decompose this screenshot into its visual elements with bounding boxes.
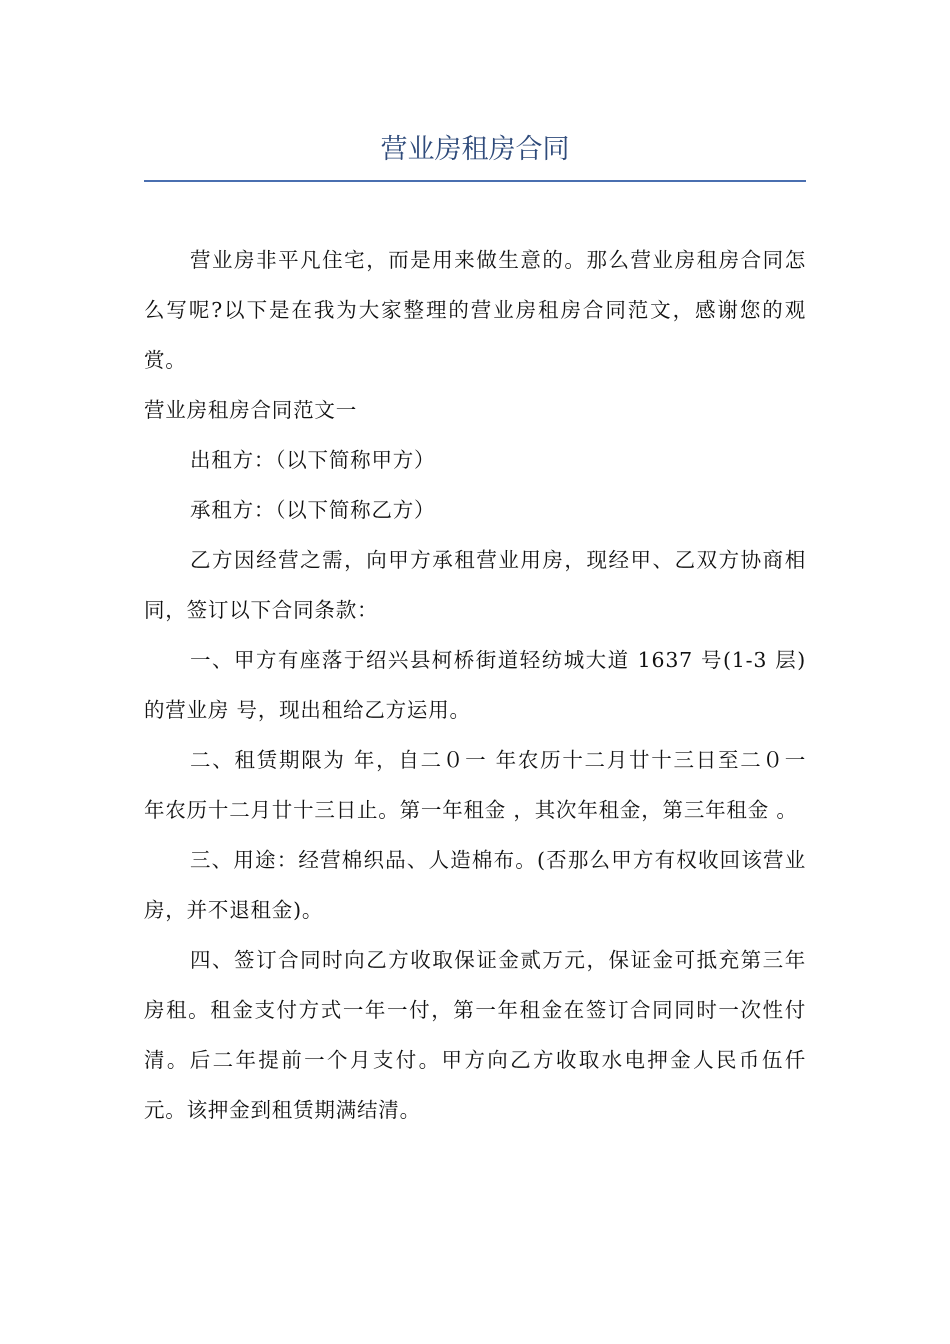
title-underline xyxy=(144,180,806,182)
clause-1: 一、甲方有座落于绍兴县柯桥街道轻纺城大道 1637 号(1-3 层)的营业房 号，现出租给乙方运用。 xyxy=(144,648,806,722)
paragraph-intro: 营业房非平凡住宅，而是用来做生意的。那么营业房租房合同怎么写呢?以下是在我为大家整理的营业房租房合同范文，感谢您的观赏。 xyxy=(144,248,806,372)
paragraph-lessor: 出租方：（以下简称甲方） xyxy=(190,448,436,472)
document-body xyxy=(144,235,806,1135)
section-heading: 营业房租房合同范文一 xyxy=(144,398,357,422)
document-title: 营业房租房合同 xyxy=(380,134,570,165)
paragraph-preamble: 乙方因经营之需，向甲方承租营业用房，现经甲、乙双方协商相同，签订以下合同条款： xyxy=(144,548,806,622)
clause-4: 四、签订合同时向乙方收取保证金贰万元，保证金可抵充第三年房租。租金支付方式一年一付，第一年租金在签订合同同时一次性付清。后二年提前一个月支付。甲方向乙方收取水电押金人民币伍仟 元。该押金到租赁期满结清。 xyxy=(144,948,806,1122)
clause-3: 三、用途：经营棉织品、人造棉布。(否那么甲方有权收回该营业房，并不退租金)。 xyxy=(144,848,806,922)
clause-2: 二、租赁期限为 年，自二０一 年农历十二月廿十三日至二０一 年农历十二月廿十三日止。第一年租金 ，其次年租金，第三年租金 。 xyxy=(144,748,806,822)
paragraph-lessee: 承租方：（以下简称乙方） xyxy=(190,498,436,522)
